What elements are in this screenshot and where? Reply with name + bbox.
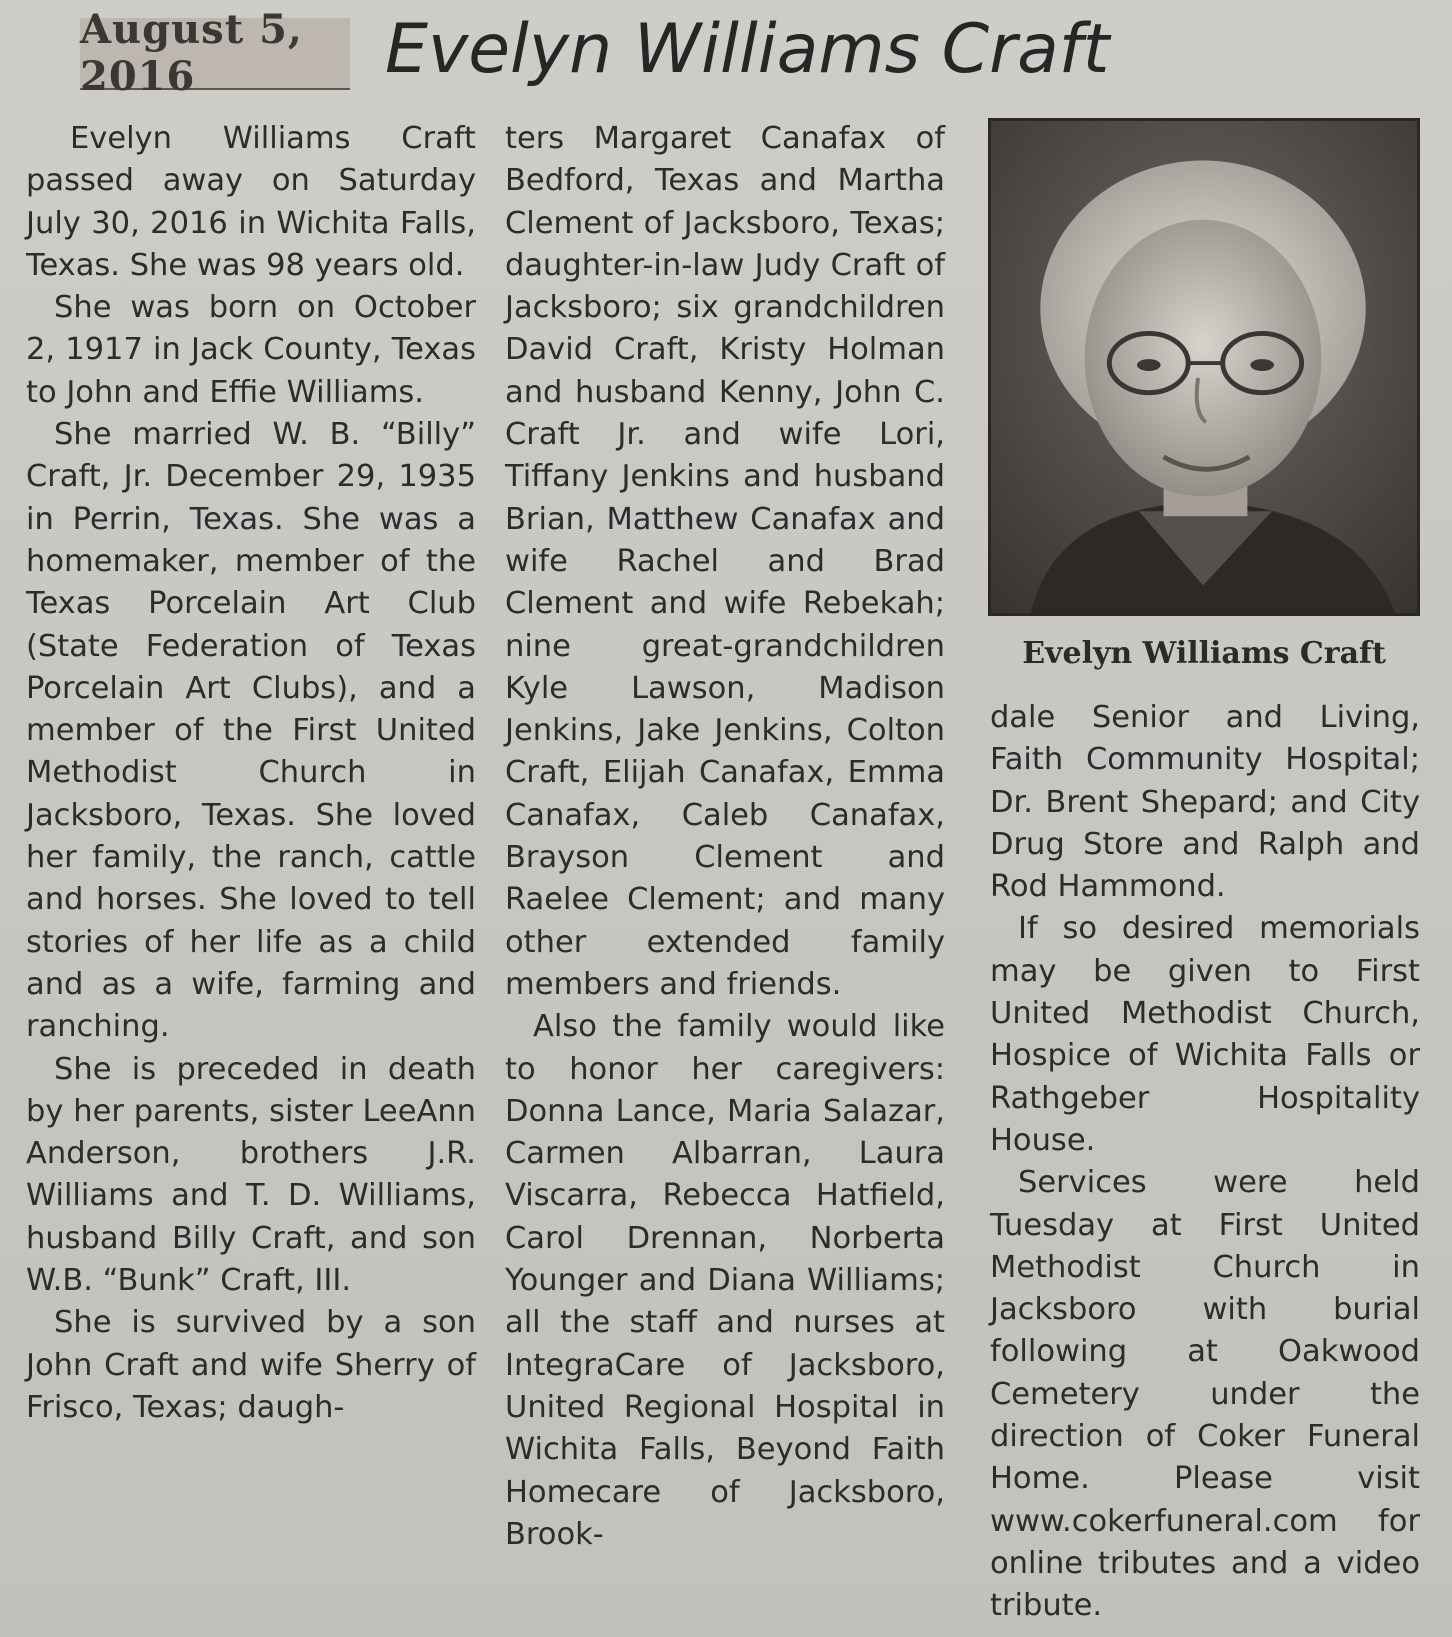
paragraph: Also the family would like to honor her caregivers: Donna Lance, Maria Salazar, Carmen Albarran, Laura Viscarra, Rebecca Hatfield, Carol Drennan, Norberta Younger and Diana Williams; all the staff and nurses at IntegraCare of Jacksboro, United Regional Hospital in Wichita Falls, Beyond Faith Homecare of Jacksboro, Brook-: [505, 1009, 945, 1552]
paragraph: ters Margaret Canafax of Bedford, Texas and Martha Clement of Jacksboro, Texas; daughter-in-law Judy Craft of Jacksboro; six grandchildren David Craft, Kristy Holman and husband Kenny, John C. Craft Jr. and wife Lori, Tiffany Jenkins and husband Brian, Matthew Canafax and wife Rachel and Brad Clement and wife Rebekah; nine great-grandchildren Kyle Lawson, Madison Jenkins, Jake Jenkins, Colton Craft, Elijah Canafax, Emma Canafax, Caleb Canafax, Brayson Clement and Raelee Clement; and many other extended family members and friends.: [505, 121, 945, 1002]
paragraph: She is survived by a son John Craft and wife Sherry of Frisco, Texas; daugh-: [26, 1305, 476, 1425]
text-column-2: [505, 118, 945, 1556]
obituary-headline: Evelyn Williams Craft: [385, 10, 1110, 89]
portrait-photo: [988, 118, 1420, 616]
paragraph: Evelyn Williams Craft passed away on Saturday July 30, 2016 in Wichita Falls, Texas. She was 98 years old.: [26, 121, 476, 283]
portrait-image: [991, 121, 1417, 613]
photo-caption: Evelyn Williams Craft: [1022, 636, 1386, 671]
paragraph: She was born on October 2, 1917 in Jack County, Texas to John and Effie Williams.: [26, 290, 476, 410]
text-column-1: [26, 118, 476, 1429]
paragraph: If so desired memorials may be given to First United Methodist Church, Hospice of Wichita Falls or Rathgeber Hospitality House.: [990, 911, 1420, 1158]
paragraph: She is preceded in death by her parents, sister LeeAnn Anderson, brothers J.R. Williams and T. D. Williams, husband Billy Craft, and son W.B. “Bunk” Craft, III.: [26, 1051, 476, 1299]
paragraph: Services were held Tuesday at First United Methodist Church in Jacksboro with burial following at Oakwood Cemetery under the direction of Coker Funeral Home. Please visit www.cokerfuneral.com for online tributes and a video tribute.: [990, 1165, 1420, 1624]
paragraph: dale Senior and Living, Faith Community Hospital; Dr. Brent Shepard; and City Drug Store and Ralph and Rod Hammond.: [990, 700, 1420, 905]
publication-date: August 5, 2016: [80, 18, 350, 90]
paragraph: She married W. B. “Billy” Craft, Jr. December 29, 1935 in Perrin, Texas. She was a homemaker, member of the Texas Porcelain Art Club (State Federation of Texas Porcelain Art Clubs), and a member of the First United Methodist Church in Jacksboro, Texas. She loved her family, the ranch, cattle and horses. She loved to tell stories of her life as a child and as a wife, farming and ranching.: [26, 417, 476, 1045]
text-column-3: [990, 697, 1420, 1628]
